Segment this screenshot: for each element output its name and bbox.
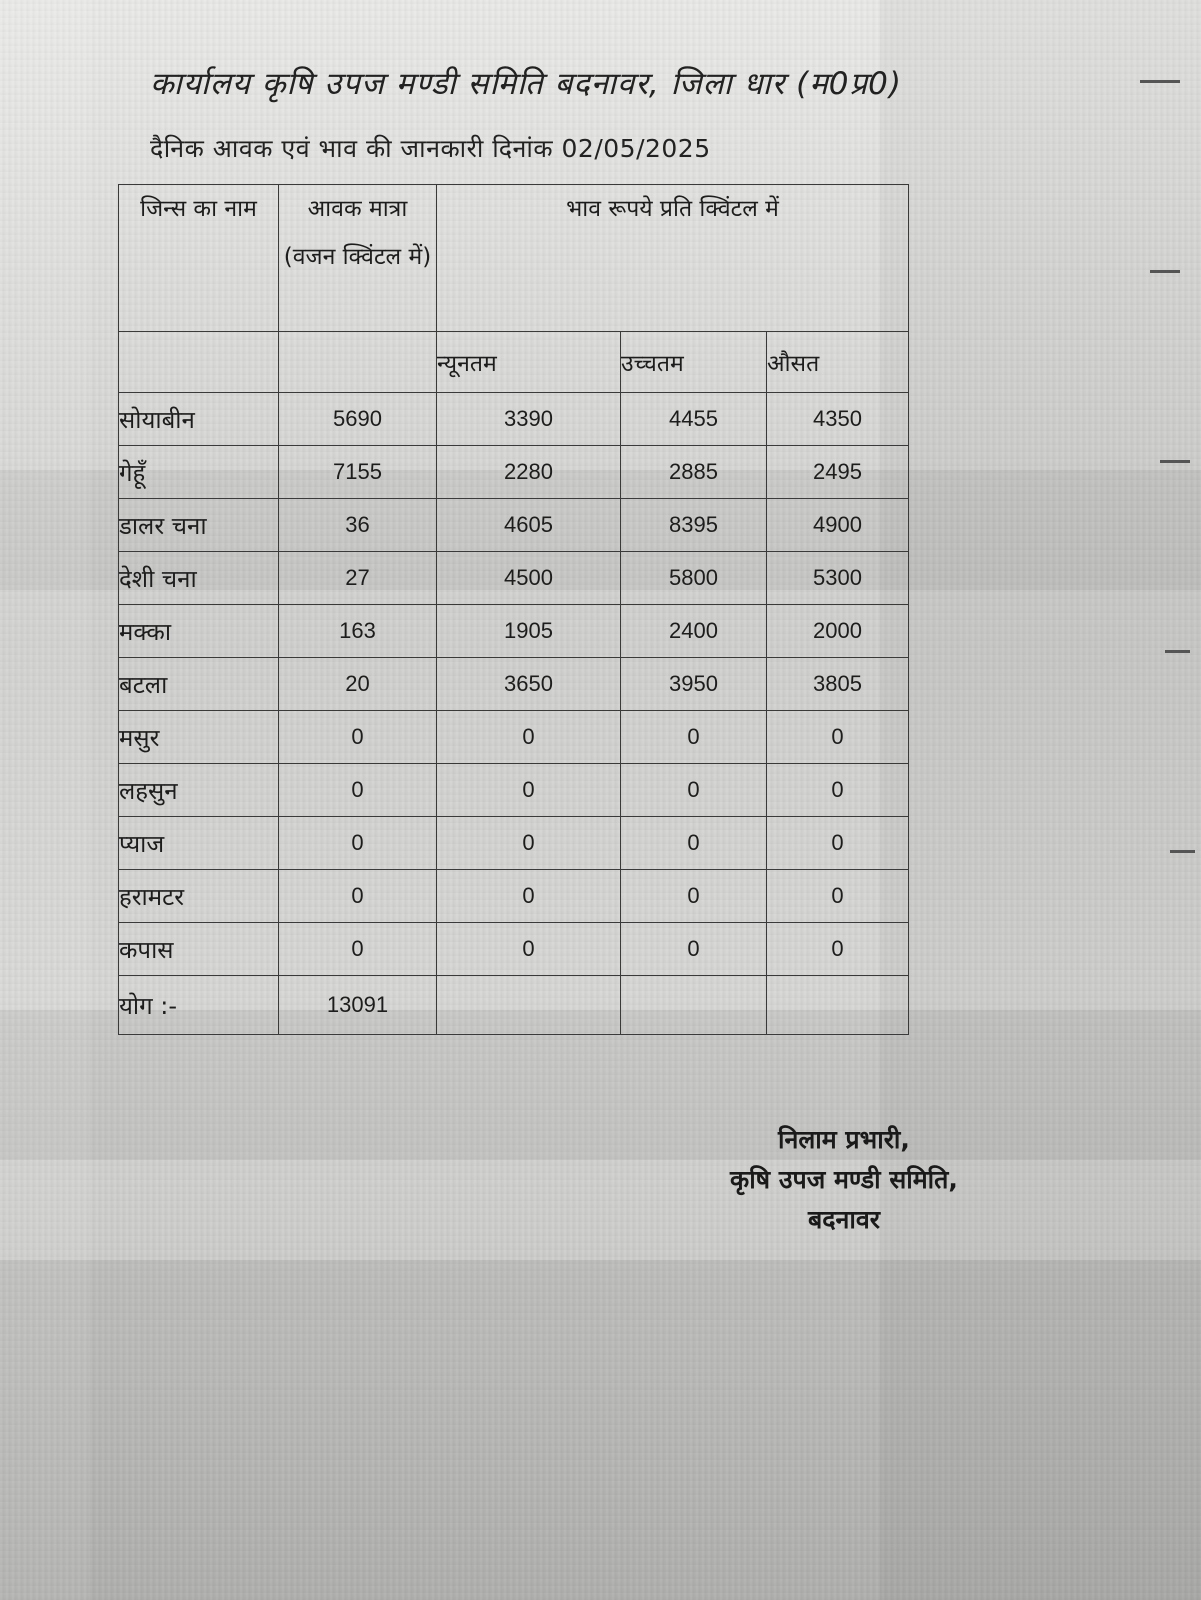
avg-price: 0 [767,764,909,817]
price-group-header: भाव रूपये प्रति क्विंटल में [437,185,909,332]
table-header-row [119,185,909,332]
table-row [119,605,909,658]
commodity-name: लहसुन [119,764,279,817]
min-price: 3390 [437,393,621,446]
commodity-name: सोयाबीन [119,393,279,446]
signature-block [720,1120,1020,1240]
commodity-name: प्याज [119,817,279,870]
max-price-header: उच्चतम [621,332,767,393]
arrival-quantity: 0 [279,711,437,764]
empty-cell [621,976,767,1035]
scan-smudge [0,1260,1201,1600]
commodity-name: मक्का [119,605,279,658]
empty-header-cell [119,332,279,393]
arrival-quantity: 163 [279,605,437,658]
min-price: 1905 [437,605,621,658]
office-title: कार्यालय कृषि उपज मण्डी समिति बदनावर, जिला धार (म0प्र0) [150,66,902,102]
avg-price: 0 [767,923,909,976]
commodity-name: हरामटर [119,870,279,923]
arrival-quantity: 5690 [279,393,437,446]
scan-smudge [880,0,1201,1600]
arrival-quantity: 27 [279,552,437,605]
min-price: 4605 [437,499,621,552]
empty-header-cell [279,332,437,393]
avg-price-header: औसत [767,332,909,393]
avg-price: 4350 [767,393,909,446]
commodity-name: बटला [119,658,279,711]
commodity-name: देशी चना [119,552,279,605]
max-price: 3950 [621,658,767,711]
table-row [119,764,909,817]
min-price: 2280 [437,446,621,499]
arrival-column-header: आवक मात्रा (वजन क्विंटल में) [279,185,437,332]
min-price: 0 [437,764,621,817]
avg-price: 2495 [767,446,909,499]
arrival-quantity: 0 [279,870,437,923]
commodity-name: डालर चना [119,499,279,552]
scan-smudge [0,0,90,1600]
table-row [119,552,909,605]
avg-price: 4900 [767,499,909,552]
table-row [119,446,909,499]
min-price: 0 [437,817,621,870]
max-price: 0 [621,764,767,817]
signatory-location: बदनावर [808,1205,881,1234]
empty-cell [767,976,909,1035]
commodity-column-header: जिन्स का नाम [119,185,279,332]
max-price: 5800 [621,552,767,605]
max-price: 8395 [621,499,767,552]
commodity-name: कपास [119,923,279,976]
max-price: 0 [621,817,767,870]
signatory-title: निलाम प्रभारी, [778,1125,910,1154]
max-price: 2885 [621,446,767,499]
scan-edge-mark [1140,80,1180,83]
table-row [119,499,909,552]
min-price: 0 [437,711,621,764]
avg-price: 0 [767,870,909,923]
arrival-quantity: 7155 [279,446,437,499]
total-row [119,976,909,1035]
scan-edge-mark [1150,270,1180,273]
max-price: 2400 [621,605,767,658]
avg-price: 0 [767,817,909,870]
arrival-quantity: 0 [279,817,437,870]
max-price: 4455 [621,393,767,446]
table-row [119,658,909,711]
total-arrival: 13091 [279,976,437,1035]
avg-price: 2000 [767,605,909,658]
arrival-quantity: 0 [279,923,437,976]
commodity-name: गेहूँ [119,446,279,499]
report-subtitle: दैनिक आवक एवं भाव की जानकारी दिनांक 02/05/2025 [150,134,711,163]
max-price: 0 [621,923,767,976]
table-row [119,817,909,870]
table-row [119,870,909,923]
max-price: 0 [621,711,767,764]
table-row [119,711,909,764]
arrival-quantity: 20 [279,658,437,711]
empty-cell [437,976,621,1035]
min-price-header: न्यूनतम [437,332,621,393]
arrival-quantity: 36 [279,499,437,552]
signatory-organization: कृषि उपज मण्डी समिति, [730,1165,958,1194]
total-label: योग :- [119,976,279,1035]
min-price: 3650 [437,658,621,711]
avg-price: 3805 [767,658,909,711]
scan-edge-mark [1165,650,1190,653]
table-row [119,393,909,446]
avg-price: 5300 [767,552,909,605]
avg-price: 0 [767,711,909,764]
arrival-price-table [118,184,909,1035]
table-subheader-row [119,332,909,393]
max-price: 0 [621,870,767,923]
min-price: 0 [437,923,621,976]
scan-edge-mark [1170,850,1195,853]
arrival-quantity: 0 [279,764,437,817]
table-row [119,923,909,976]
scan-edge-mark [1160,460,1190,463]
min-price: 4500 [437,552,621,605]
min-price: 0 [437,870,621,923]
commodity-name: मसुर [119,711,279,764]
